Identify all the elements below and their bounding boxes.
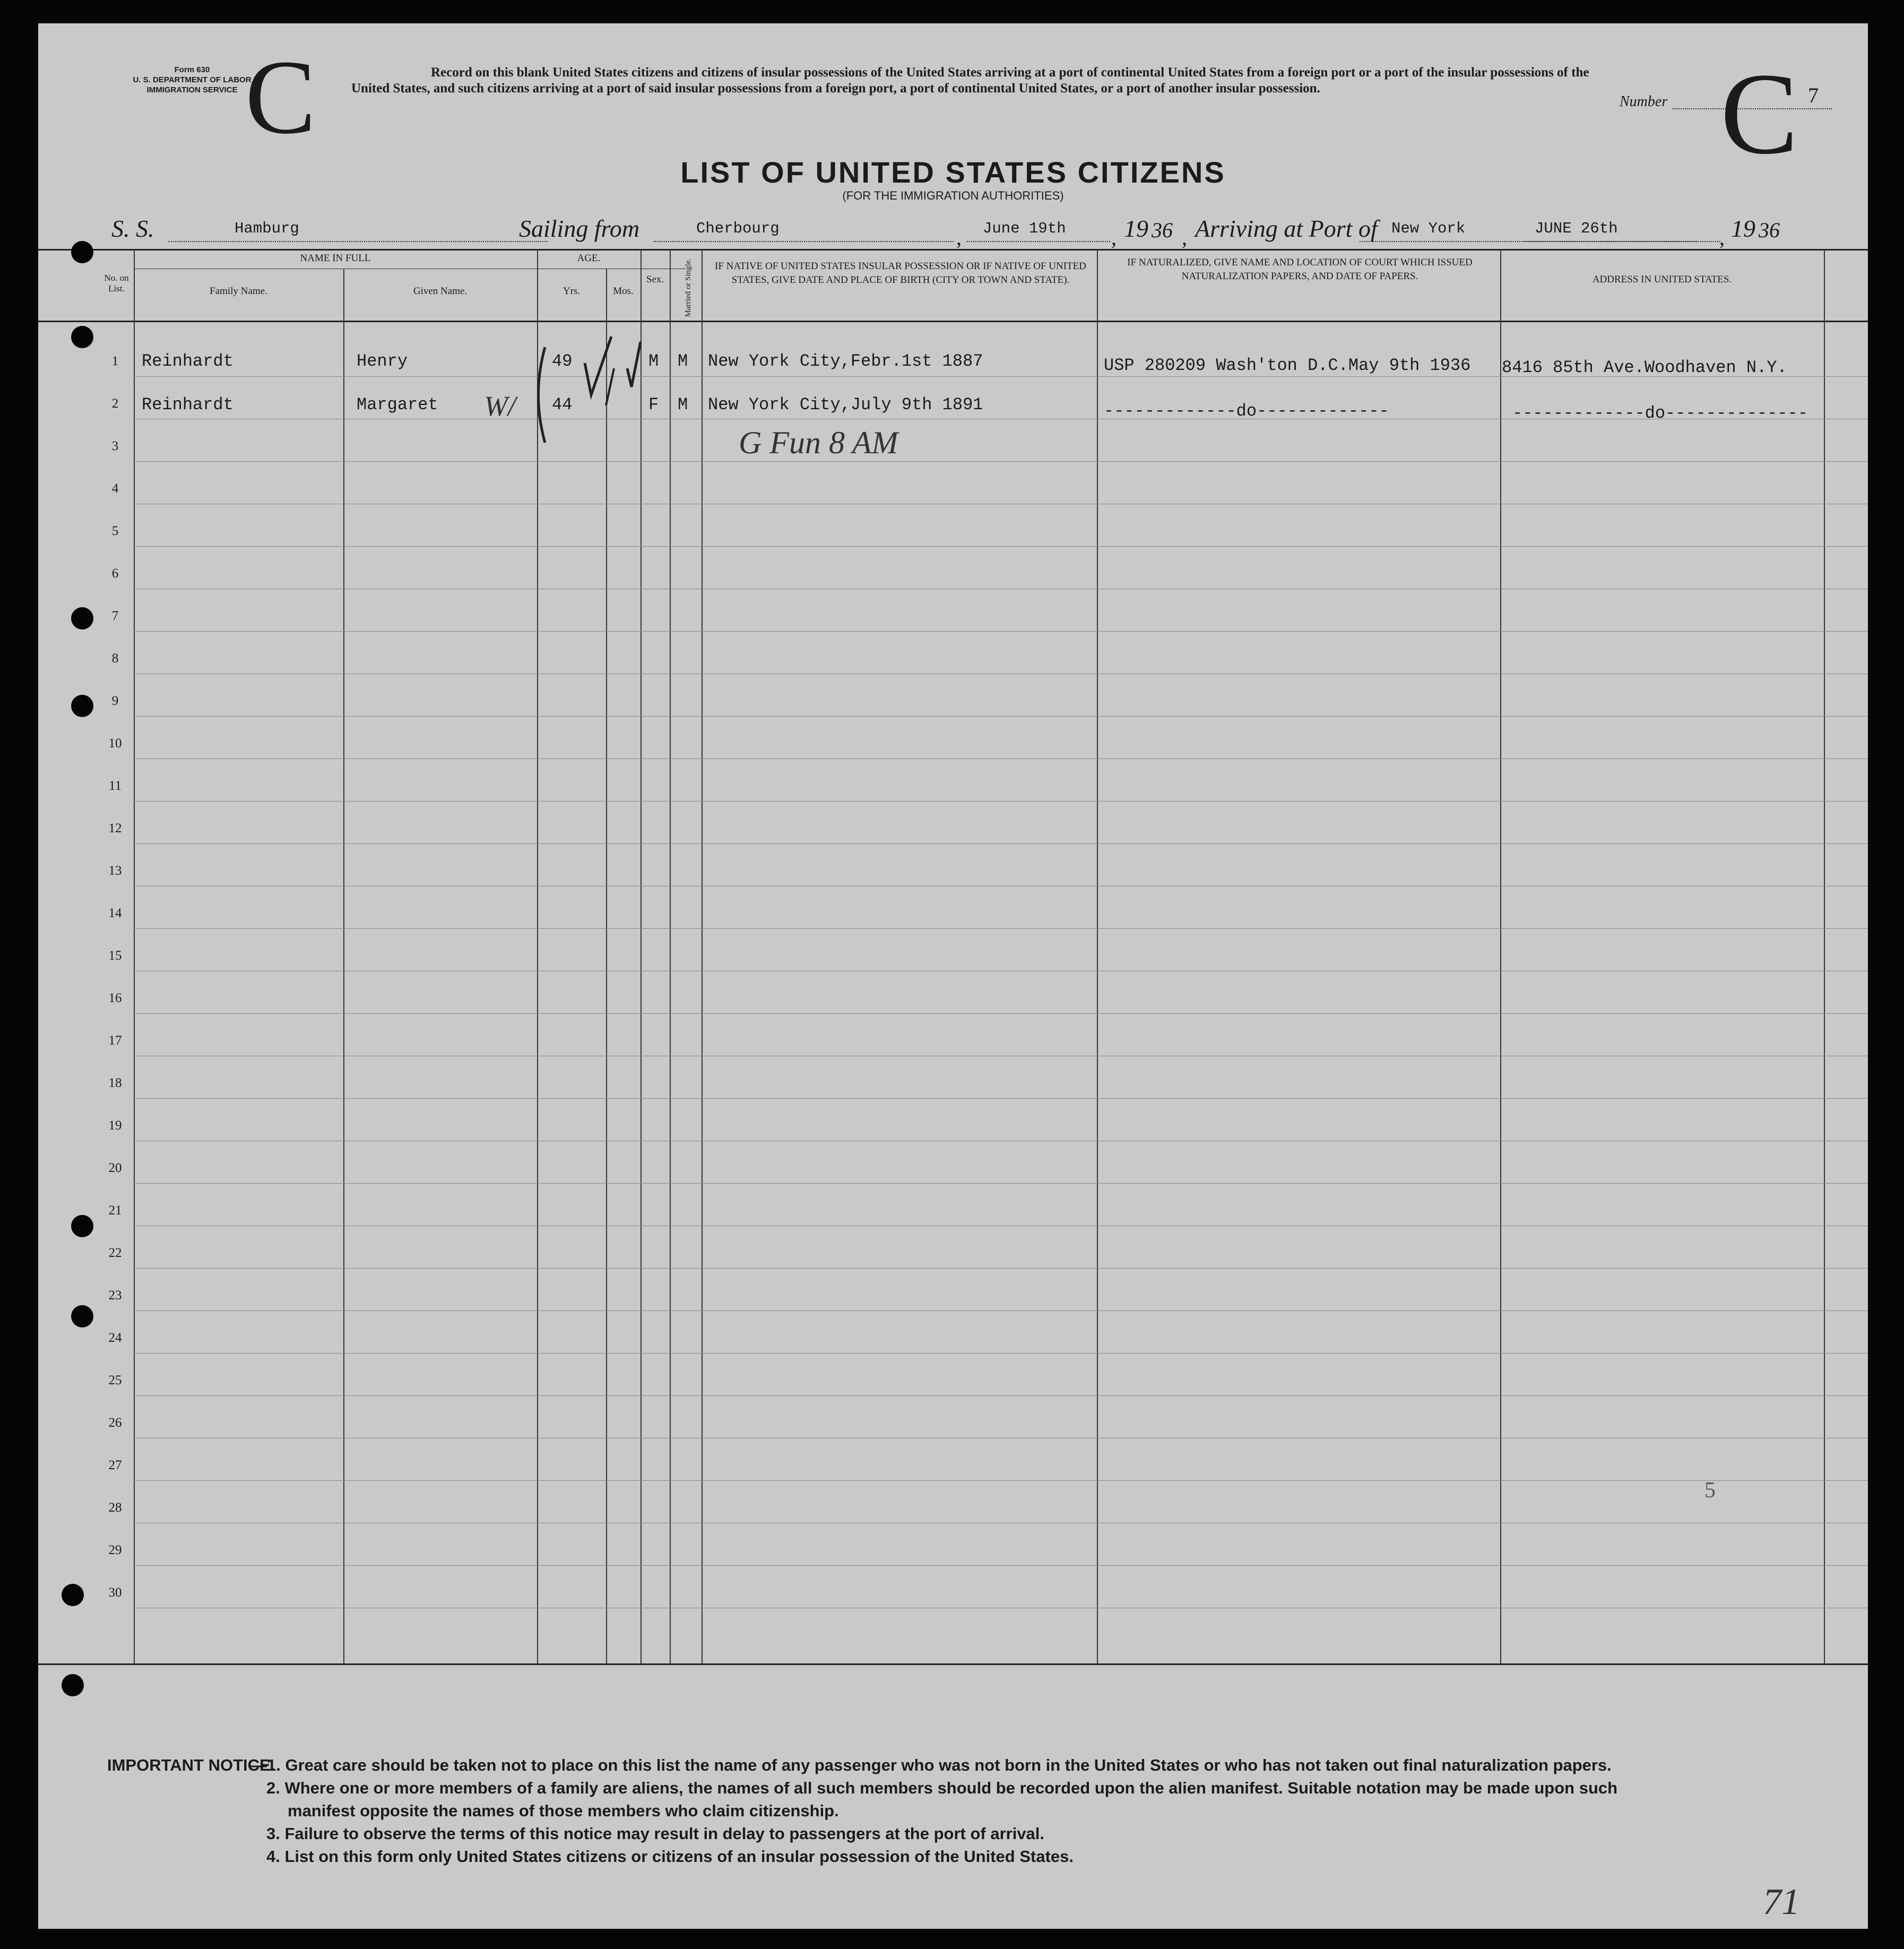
notice-item-2: 2. Where one or more members of a family are aliens, the names of all such members should be recorded upon the alien manifest. Suitable notation may be made upon such bbox=[266, 1779, 1618, 1797]
sail-year: 36 bbox=[1152, 218, 1173, 242]
row-rule bbox=[134, 1183, 1868, 1184]
ship-line bbox=[168, 241, 548, 242]
sailing-line bbox=[654, 241, 954, 242]
row-rule bbox=[134, 843, 1868, 844]
row-rule bbox=[134, 1013, 1868, 1014]
row-rule bbox=[134, 631, 1868, 632]
row-2-address: -------------do-------------- bbox=[1512, 403, 1808, 423]
form-letter: C bbox=[245, 39, 316, 156]
binder-hole bbox=[71, 241, 93, 263]
binder-hole bbox=[62, 1584, 84, 1606]
row-number: 25 bbox=[108, 1373, 122, 1387]
number-digit: 7 bbox=[1808, 83, 1819, 107]
row-number: 21 bbox=[108, 1203, 122, 1218]
row-2-family-name: Reinhardt bbox=[142, 395, 233, 415]
notice-label: IMPORTANT NOTICE. bbox=[107, 1756, 275, 1774]
header-address: ADDRESS IN UNITED STATES. bbox=[1592, 274, 1732, 285]
page-subtitle: (FOR THE IMMIGRATION AUTHORITIES) bbox=[842, 189, 1064, 202]
row-2-naturalization: -------------do------------- bbox=[1104, 401, 1389, 421]
row-1-naturalization: USP 280209 Wash'ton D.C.May 9th 1936 bbox=[1104, 356, 1471, 375]
bracket-mark bbox=[529, 342, 550, 448]
row-1-sex: M bbox=[648, 351, 659, 371]
row-rule bbox=[134, 1098, 1868, 1099]
row-rule bbox=[134, 928, 1868, 929]
row-rule bbox=[134, 1565, 1868, 1566]
row-1-address: 8416 85th Ave.Woodhaven N.Y. bbox=[1502, 358, 1787, 377]
row-number: 11 bbox=[108, 779, 122, 793]
row-number: 22 bbox=[108, 1246, 122, 1260]
row-number: 26 bbox=[108, 1416, 122, 1430]
given-name-mark: W/ bbox=[484, 390, 516, 422]
header-yrs: Yrs. bbox=[562, 286, 581, 297]
header-naturalized: IF NATURALIZED, GIVE NAME AND LOCATION OF COURT WHICH ISSUED NATURALIZATION PAPERS, AND DATE OF PAPERS. bbox=[1127, 257, 1473, 282]
row-1-family-name: Reinhardt bbox=[142, 351, 233, 371]
arrival-year-prefix: 19 bbox=[1731, 215, 1755, 242]
row-number: 5 bbox=[111, 524, 119, 538]
row-rule bbox=[134, 716, 1868, 717]
row-1-birth: New York City,Febr.1st 1887 bbox=[708, 351, 983, 371]
row-rule bbox=[134, 1480, 1868, 1481]
row-number: 20 bbox=[108, 1161, 122, 1175]
row-rule bbox=[134, 1268, 1868, 1269]
handwritten-note: G Fun 8 AM bbox=[739, 425, 898, 460]
row-rule bbox=[134, 1310, 1868, 1311]
row-1-marital: M bbox=[678, 351, 688, 371]
row-number: 30 bbox=[108, 1585, 122, 1600]
row-number: 1 bbox=[111, 354, 119, 368]
stray-number: 5 bbox=[1704, 1478, 1716, 1503]
number-label: Number bbox=[1620, 93, 1668, 110]
row-number: 4 bbox=[111, 481, 119, 496]
sail-date: June 19th bbox=[983, 220, 1066, 237]
header-name-in-full: NAME IN FULL bbox=[300, 253, 371, 264]
row-number: 17 bbox=[108, 1033, 122, 1048]
row-number: 19 bbox=[108, 1118, 122, 1133]
department-name: U. S. DEPARTMENT OF LABOR bbox=[133, 75, 252, 84]
header-no-on-list: No. on List. bbox=[104, 273, 129, 294]
arriving-label: Arriving at Port of bbox=[1195, 215, 1378, 242]
sail-date-line bbox=[967, 241, 1110, 242]
sailing-label: Sailing from bbox=[519, 215, 640, 242]
row-number: 2 bbox=[111, 396, 119, 411]
row-number: 16 bbox=[108, 991, 122, 1005]
arrival-date-line bbox=[1524, 241, 1720, 242]
service-name: IMMIGRATION SERVICE bbox=[146, 85, 238, 94]
row-number: 14 bbox=[108, 906, 122, 920]
record-instructions: Record on this blank United States citizens and citizens of insular possessions of the United States arriving at a port of continental United States from a foreign port or a port of the insular possessions of the United States, and such citizens arriving at a port of said insular possessions from a foreign port, a port of continental United States, or a port of another insular possession. bbox=[351, 65, 1589, 96]
notice-item-4: 4. List on this form only United States citizens or citizens of an insular possession of the United States. bbox=[266, 1847, 1074, 1866]
row-number: 3 bbox=[111, 439, 119, 453]
row-number: 13 bbox=[108, 864, 122, 878]
arrival-date: JUNE 26th bbox=[1535, 220, 1618, 237]
header-mos: Mos. bbox=[613, 286, 634, 297]
form-number: Form 630 bbox=[174, 65, 210, 74]
header-family-name: Family Name. bbox=[210, 286, 267, 297]
row-number: 10 bbox=[108, 736, 122, 751]
ss-label: S. S. bbox=[111, 215, 154, 242]
row-number: 27 bbox=[108, 1458, 122, 1472]
row-2-age-yrs: 44 bbox=[552, 395, 573, 415]
binder-hole bbox=[71, 695, 93, 717]
ship-name: Hamburg bbox=[235, 220, 299, 237]
sailing-port: Cherbourg bbox=[696, 220, 780, 237]
row-number: 24 bbox=[108, 1331, 122, 1345]
row-rule bbox=[134, 758, 1868, 759]
table-top-rule bbox=[38, 249, 1868, 251]
row-2-birth: New York City,July 9th 1891 bbox=[708, 395, 983, 415]
binder-hole bbox=[71, 607, 93, 629]
row-2-given-name: Margaret bbox=[357, 395, 438, 415]
notice-item-3: 3. Failure to observe the terms of this notice may result in delay to passengers at the port of arrival. bbox=[266, 1824, 1045, 1843]
header-birth: IF NATIVE OF UNITED STATES INSULAR POSSESSION OR IF NATIVE OF UNITED STATES, GIVE DATE AND PLACE OF BIRTH (CITY OR TOWN AND STATE). bbox=[715, 261, 1086, 286]
notice-item-1: —1. Great care should be taken not to place on this list the name of any passenger who was not born in the United States or who has not taken out final naturalization papers. bbox=[250, 1756, 1612, 1774]
binder-hole bbox=[71, 1215, 93, 1237]
table-bottom-rule bbox=[38, 1663, 1868, 1665]
col-rule bbox=[606, 269, 607, 1663]
number-letter: C bbox=[1720, 49, 1798, 178]
row-number: 29 bbox=[108, 1543, 122, 1557]
row-rule bbox=[134, 546, 1868, 547]
manifest-sheet: Form 630 U. S. DEPARTMENT OF LABOR IMMIGRATION SERVICE C Record on this blank United States citizens and citizens of insular possessions of the United States arriving at a port of continental United States from a foreign port or a port of the insular possessions of the United States, and such citizens arriving at a port of said insular possessions from a foreign port, a port of continental United States, or a port of another insular possession. Number C 7 LIST OF UNITED STATES CITIZENS (FOR THE IMMIGRATION AUTHORITIES) S. S. Hamburg Sailing from Cherbourg , June 19th , 19 36 , Arriving at Port of New York JUNE 26th , 19 36 No. on List. NAME IN FULL Family Name. Given Name. AGE. Yrs. Mos. Sex. Married or Single. IF NATIVE OF UNITED STATES INSULAR POSSESSION OR IF NATIVE OF UNITED STATES, GIVE DATE AND PLACE OF BIRTH (CITY OR TOWN AND STATE). IF NATURALIZED, GIVE NAME AND LOCATION OF COURT WHICH ISSUED NATURALIZATION PAPERS, AND DATE OF PAPERS. ADDRESS IN UNITED STATES. 1 2 3 4 5 6 7 8 9 10 11 12 13 14 15 16 17 18 19 20 21 22 23 24 25 26 27 28 29 30 Reinhardt Henry 49 M M New York City,Febr.1st 1887 USP 280209 Wash'ton D.C.May 9th 1936 8416 85th Ave.Woodhaven N.Y. Reinhardt Margaret 44 F M New York City,July 9th 1891 -------------do------------- -------------do-------------- W/ G Fun 8 AM 5 IMPORTANT NOTICE. —1. Great care should be taken not to place on this list the name of any passenger who was not born in the United States or who has not taken out final naturalization papers. 2. Where one or more members of a family are aliens, the names of all such members should be recorded upon the alien manifest. Suitable notation may be made upon such manifest opposite the names of those members who claim citizenship. 3. Failure to observe the terms of this notice may result in delay to passengers at the port of arrival. 4. List on this form only United States citizens or citizens of an insular possession of the United States. 71 bbox=[38, 23, 1868, 1929]
row-number: 18 bbox=[108, 1076, 122, 1090]
row-number: 7 bbox=[111, 609, 119, 623]
header-sex: Sex. bbox=[646, 274, 664, 285]
binder-hole bbox=[71, 1305, 93, 1327]
row-number: 28 bbox=[108, 1500, 122, 1515]
row-1-age-yrs: 49 bbox=[552, 351, 573, 371]
row-number: 15 bbox=[108, 948, 122, 963]
header-given-name: Given Name. bbox=[413, 286, 468, 297]
header-married-or-single: Married or Single. bbox=[684, 258, 693, 317]
page-number: 71 bbox=[1763, 1882, 1800, 1922]
col-rule bbox=[343, 269, 344, 1663]
binder-hole bbox=[62, 1674, 84, 1696]
row-rule bbox=[134, 461, 1868, 462]
row-number: 6 bbox=[111, 566, 119, 581]
binder-hole bbox=[71, 326, 93, 348]
sail-year-prefix: 19 bbox=[1124, 215, 1148, 242]
header-bottom-rule bbox=[38, 321, 1868, 322]
row-rule bbox=[134, 1395, 1868, 1396]
row-number: 12 bbox=[108, 821, 122, 835]
row-number: 9 bbox=[111, 694, 119, 708]
page-title: LIST OF UNITED STATES CITIZENS bbox=[680, 156, 1226, 189]
row-number: 8 bbox=[111, 651, 119, 666]
row-2-marital: M bbox=[678, 395, 688, 415]
header-age: AGE. bbox=[577, 253, 601, 264]
arrival-year: 36 bbox=[1759, 218, 1780, 242]
notice-item-2-cont: manifest opposite the names of those members who claim citizenship. bbox=[288, 1801, 839, 1820]
row-1-given-name: Henry bbox=[357, 351, 408, 371]
row-2-sex: F bbox=[648, 395, 659, 415]
arrival-port: New York bbox=[1391, 220, 1466, 237]
row-number: 23 bbox=[108, 1288, 122, 1303]
